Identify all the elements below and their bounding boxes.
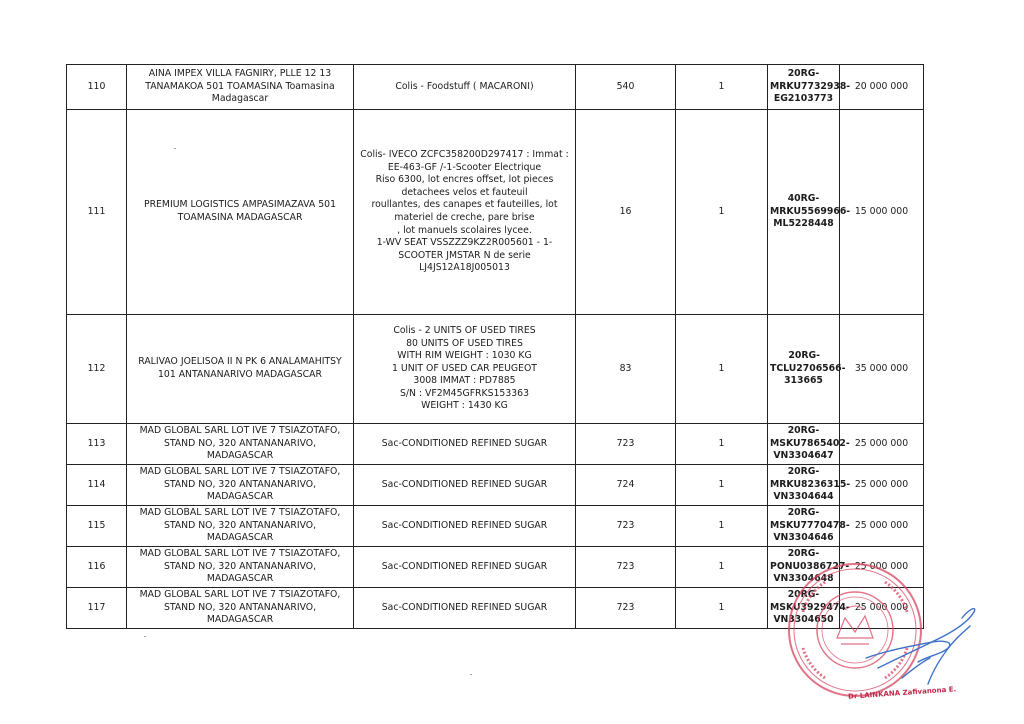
consignee-line: STAND NO, 320 ANTANANARIVO, — [163, 519, 317, 531]
container-ref-line: 20RG- — [787, 507, 820, 519]
row-number-cell: 116 — [67, 547, 127, 588]
description-cell — [354, 465, 576, 506]
container-ref-line: MRKU5569966- — [770, 205, 851, 217]
quantity-cell: 723 — [576, 424, 676, 465]
container-ref-line: MRKU8236315- — [770, 478, 850, 490]
consignee-line: TOAMASINA MADAGASCAR — [177, 212, 303, 223]
container-ref-line: TCLU2706566- — [770, 362, 846, 374]
container-count-cell: 1 — [676, 424, 768, 465]
description-cell — [354, 110, 576, 315]
container-ref-line: 20RG- — [787, 466, 820, 478]
container-ref-cell — [768, 110, 851, 315]
container-ref-line: ML5228448 — [773, 218, 834, 230]
description-line: Colis - 2 UNITS OF USED TIRES — [393, 324, 536, 336]
quantity-cell: 723 — [576, 506, 676, 547]
row-number-cell: 111 — [67, 110, 127, 315]
consignee-cell — [127, 465, 354, 506]
quantity-cell: 723 — [576, 547, 676, 588]
description-line: Sac-CONDITIONED REFINED SUGAR — [381, 437, 548, 449]
description-line: 1 UNIT OF USED CAR PEUGEOT — [392, 362, 537, 374]
consignee-cell — [127, 588, 354, 629]
declared-value-cell: 25 000 000 — [840, 547, 924, 588]
description-line: Sac-CONDITIONED REFINED SUGAR — [381, 560, 548, 572]
description-line: Colis - Foodstuff ( MACARONI) — [395, 80, 534, 92]
description-cell — [354, 547, 576, 588]
declared-value-cell: 20 000 000 — [840, 65, 924, 110]
consignee-cell — [127, 315, 354, 424]
scan-speck — [144, 636, 146, 637]
description-line: S/N : VF2M45GFRKS153363 — [399, 387, 529, 399]
row-number-cell: 117 — [67, 588, 127, 629]
container-ref-line: MRKU7732938- — [770, 80, 851, 92]
description-line: Sac-CONDITIONED REFINED SUGAR — [381, 601, 548, 613]
container-ref-line: 313665 — [784, 375, 823, 387]
handwritten-signature — [858, 598, 986, 690]
container-ref-line: PONU0386727- — [770, 560, 849, 572]
description-cell — [354, 588, 576, 629]
declared-value-cell: 25 000 000 — [840, 588, 924, 629]
consignee-line: RALIVAO JOELISOA II N PK 6 ANALAMAHITSY — [138, 356, 342, 368]
consignee-line: STAND NO, 320 ANTANANARIVO, — [163, 560, 317, 572]
description-line: Sac-CONDITIONED REFINED SUGAR — [381, 519, 548, 531]
row-number-cell: 112 — [67, 315, 127, 424]
consignee-line: TANAMAKOA 501 TOAMASINA Toamasina — [145, 80, 335, 92]
declared-value-cell: 25 000 000 — [840, 465, 924, 506]
consignee-line: MAD GLOBAL SARL LOT IVE 7 TSIAZOTAFO, — [139, 425, 341, 437]
consignee-line: MADAGASCAR — [206, 573, 274, 585]
container-count-cell: 1 — [676, 547, 768, 588]
consignee-line: STAND NO, 320 ANTANANARIVO, — [163, 601, 317, 613]
container-ref-cell — [768, 315, 846, 424]
scan-speck — [174, 148, 176, 149]
description-cell — [354, 315, 576, 424]
description-line: roullantes, des canapes et fauteilles, lot — [371, 199, 558, 211]
container-ref-line: 20RG- — [788, 350, 819, 362]
signer-name: Dr LAINKANA Zafivanona E. — [847, 685, 957, 701]
container-count-cell: 1 — [676, 506, 768, 547]
container-ref-line: VN3304644 — [773, 491, 834, 503]
consignee-line: AINA IMPEX VILLA FAGNIRY, PLLE 12 13 — [148, 68, 332, 80]
consignee-line: MADAGASCAR — [206, 491, 274, 503]
quantity-cell: 724 — [576, 465, 676, 506]
quantity-cell: 540 — [576, 65, 676, 110]
consignee-line: MAD GLOBAL SARL LOT IVE 7 TSIAZOTAFO, — [139, 507, 341, 519]
declared-value-cell: 25 000 000 — [840, 506, 924, 547]
container-ref-line: VN3304647 — [773, 450, 834, 462]
container-ref-cell — [768, 424, 850, 465]
container-ref-line: 20RG- — [787, 425, 820, 437]
row-number-cell: 113 — [67, 424, 127, 465]
container-ref-line: 20RG- — [787, 548, 820, 560]
description-line: materiel de creche, pare brise — [394, 212, 535, 223]
consignee-line: STAND NO, 320 ANTANANARIVO, — [163, 478, 317, 490]
container-ref-cell — [768, 506, 850, 547]
consignee-line: MAD GLOBAL SARL LOT IVE 7 TSIAZOTAFO, — [139, 548, 341, 560]
description-line: 3008 IMMAT : PD7885 — [413, 375, 516, 387]
description-line: detachees velos et fauteuil — [401, 186, 528, 198]
container-count-cell: 1 — [676, 465, 768, 506]
description-line: LJ4JS12A18J005013 — [419, 262, 510, 274]
description-line: 1-WV SEAT VSSZZZ9KZ2R005601 - 1- — [376, 237, 553, 249]
quantity-cell: 16 — [576, 110, 676, 315]
container-ref-line: VN3304648 — [773, 573, 834, 585]
container-ref-line: EG2103773 — [773, 93, 834, 105]
consignee-cell — [127, 65, 354, 110]
consignee-line: PREMIUM LOGISTICS AMPASIMAZAVA 501 — [143, 199, 336, 211]
description-line: 80 UNITS OF USED TIRES — [406, 337, 523, 349]
consignee-cell — [127, 424, 354, 465]
quantity-cell: 723 — [576, 588, 676, 629]
declared-value-cell: 25 000 000 — [840, 424, 924, 465]
container-ref-cell — [768, 65, 851, 110]
consignee-line: MADAGASCAR — [206, 450, 274, 462]
row-number-cell: 110 — [67, 65, 127, 110]
table-row — [67, 465, 924, 506]
table-row — [67, 424, 924, 465]
container-ref-line: MSKU7865402- — [770, 437, 850, 449]
container-count-cell: 1 — [676, 65, 768, 110]
consignee-cell — [127, 506, 354, 547]
description-cell — [354, 506, 576, 547]
description-line: EE-463-GF /-1-Scooter Electrique — [387, 161, 542, 173]
consignee-line: MAD GLOBAL SARL LOT IVE 7 TSIAZOTAFO, — [139, 466, 341, 478]
description-line: Riso 6300, lot encres offset, lot pieces — [375, 174, 554, 186]
consignee-line: MAD GLOBAL SARL LOT IVE 7 TSIAZOTAFO, — [139, 589, 341, 601]
scan-speck — [470, 674, 472, 675]
container-ref-line: VN3304646 — [773, 532, 834, 544]
container-ref-line: 20RG- — [787, 68, 820, 80]
consignee-line: MADAGASCAR — [206, 532, 274, 544]
declared-value-cell: 35 000 000 — [840, 315, 924, 424]
table-row — [67, 506, 924, 547]
description-cell — [354, 424, 576, 465]
container-ref-line: 20RG- — [787, 589, 820, 601]
description-line: Sac-CONDITIONED REFINED SUGAR — [381, 478, 548, 490]
description-line: SCOOTER JMSTAR N de serie — [398, 249, 531, 261]
consignee-cell — [127, 547, 354, 588]
container-count-cell: 1 — [676, 110, 768, 315]
description-line: WEIGHT : 1430 KG — [421, 400, 508, 412]
description-line: Colis- IVECO ZCFC358200D297417 : Immat : — [360, 149, 569, 161]
consignee-cell — [127, 110, 354, 315]
table-row — [67, 110, 924, 315]
declared-value-cell: 15 000 000 — [840, 110, 924, 315]
container-count-cell: 1 — [676, 315, 768, 424]
description-cell — [354, 65, 576, 110]
table-row — [67, 65, 924, 110]
consignee-line: 101 ANTANANARIVO MADAGASCAR — [158, 369, 322, 380]
row-number-cell: 115 — [67, 506, 127, 547]
consignee-line: Madagascar — [211, 93, 269, 105]
manifest-table — [66, 64, 924, 629]
container-ref-line: VN3304650 — [773, 614, 834, 626]
table-row — [67, 315, 924, 424]
row-number-cell: 114 — [67, 465, 127, 506]
container-ref-cell — [768, 465, 850, 506]
description-line: , lot manuels scolaires lycee. — [397, 224, 532, 236]
container-count-cell: 1 — [676, 588, 768, 629]
container-ref-line: MSKU7770478- — [770, 519, 850, 531]
container-ref-line: 40RG- — [787, 193, 820, 205]
container-ref-line: MSKU3929474- — [770, 601, 850, 613]
consignee-line: STAND NO, 320 ANTANANARIVO, — [163, 437, 317, 449]
description-line: WITH RIM WEIGHT : 1030 KG — [397, 350, 532, 362]
consignee-line: MADAGASCAR — [206, 614, 274, 626]
quantity-cell: 83 — [576, 315, 676, 424]
